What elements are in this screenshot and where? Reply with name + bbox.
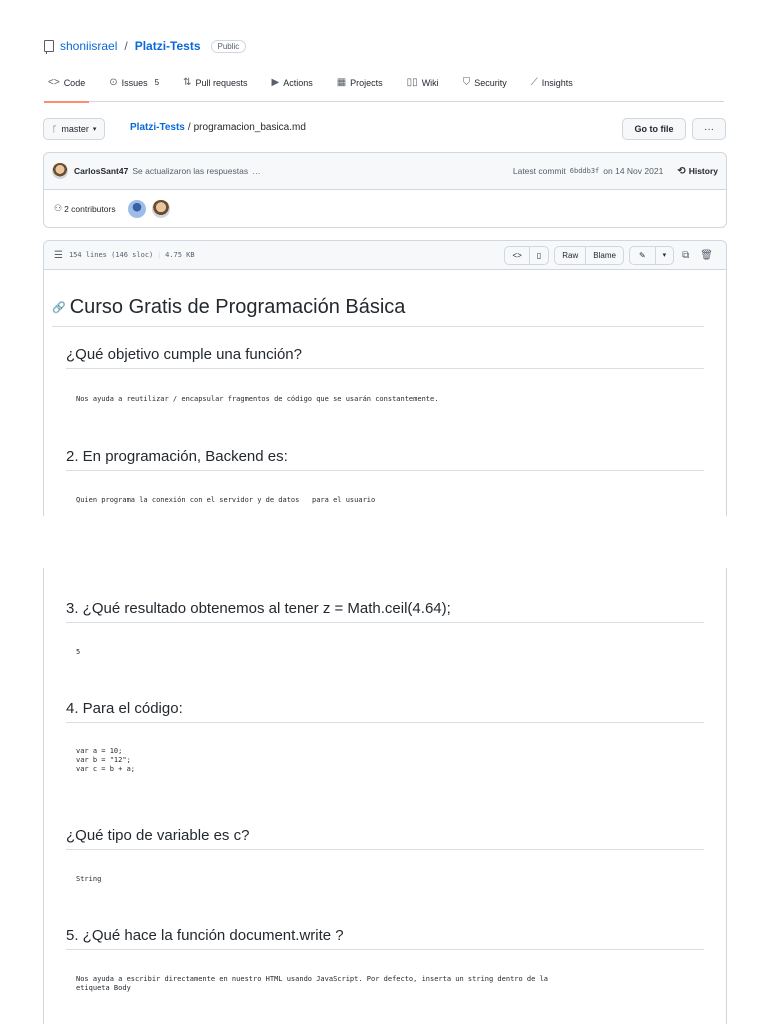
question-heading: 5. ¿Qué hace la función document.write ?	[66, 927, 704, 950]
go-to-file-button[interactable]: Go to file	[622, 118, 686, 140]
latest-commit-row	[44, 153, 726, 190]
view-toggle	[504, 246, 549, 265]
tab-label: Security	[474, 78, 507, 88]
blame-button[interactable]: Blame	[593, 250, 616, 260]
avatar[interactable]	[152, 200, 170, 218]
contributors-link[interactable]: 2 contributors	[64, 203, 116, 214]
repo-tabs	[44, 74, 724, 102]
tab-actions[interactable]	[267, 74, 316, 102]
question-heading: ¿Qué objetivo cumple una función?	[66, 346, 704, 369]
tab-label: Issues	[121, 78, 148, 88]
divider: |	[158, 251, 161, 259]
commit-author-link[interactable]: CarlosSant47	[74, 166, 129, 176]
table-icon: ▦	[336, 77, 347, 88]
avatar[interactable]	[128, 200, 146, 218]
question-heading: 3. ¿Qué resultado obtenemos al tener z = Math.ceil(4.64);	[66, 600, 704, 623]
edit-group	[629, 246, 674, 265]
answer-text: Nos ayuda a reutilizar / encapsular fragmentos de código que se usarán constantemente.	[76, 395, 439, 403]
branch-selector[interactable]	[43, 118, 105, 140]
file-lines: 154 lines (146 sloc)	[68, 251, 154, 259]
book-icon: ▯▯	[406, 77, 418, 88]
file-actions	[504, 246, 716, 265]
commit-box	[43, 152, 727, 228]
code-view-icon[interactable]: <>	[505, 247, 529, 264]
tab-label: Insights	[541, 78, 573, 88]
issues-counter: 5	[154, 78, 160, 87]
repo-separator: /	[124, 39, 128, 53]
repo-name-link[interactable]: Platzi-Tests	[134, 39, 201, 53]
commit-date: on 14 Nov 2021	[603, 166, 664, 176]
tab-projects[interactable]	[333, 74, 387, 102]
tab-label: Wiki	[421, 78, 439, 88]
breadcrumb	[130, 122, 306, 133]
answer-text: Quien programa la conexión con el servidor y de datos para el usuario	[76, 496, 376, 504]
tab-label: Code	[63, 78, 86, 88]
question-heading: ¿Qué tipo de variable es c?	[66, 827, 704, 850]
commit-meta	[513, 166, 718, 177]
tab-label: Pull requests	[195, 78, 248, 88]
breadcrumb-file: programacion_basica.md	[193, 122, 306, 133]
file-size: 4.75 KB	[165, 251, 195, 259]
link-icon[interactable]: 🔗	[52, 302, 66, 314]
pencil-icon[interactable]: ✎	[630, 247, 656, 264]
commit-message-link[interactable]: Se actualizaron las respuestas	[132, 166, 249, 176]
pull-request-icon: ⇅	[183, 77, 192, 88]
history-link[interactable]	[677, 166, 718, 177]
tab-label: Projects	[350, 78, 383, 88]
copy-icon[interactable]: ⧉	[682, 249, 690, 261]
avatar[interactable]	[52, 163, 68, 179]
file-header	[44, 241, 726, 270]
question-heading: 2. En programación, Backend es:	[66, 448, 704, 471]
breadcrumb-repo-link[interactable]: Platzi-Tests	[130, 122, 185, 133]
tab-insights[interactable]	[527, 74, 577, 102]
graph-icon: ⟋	[530, 77, 538, 88]
answer-text: String	[76, 875, 102, 883]
history-icon: ⟲	[677, 165, 686, 177]
contributors-row	[44, 190, 726, 227]
code-block: var a = 10; var b = "12"; var c = b + a;	[76, 747, 136, 773]
breadcrumb-separator: /	[187, 122, 191, 133]
raw-button[interactable]: Raw	[555, 247, 586, 264]
branch-label: master	[61, 124, 89, 134]
tab-code[interactable]	[44, 74, 89, 102]
answer-text: 5	[76, 648, 81, 656]
file-viewer	[43, 240, 727, 516]
repo-icon	[44, 40, 54, 52]
repo-header	[44, 39, 246, 53]
tab-issues[interactable]	[105, 74, 163, 102]
history-label: History	[688, 166, 718, 176]
caret-down-icon: ▾	[92, 126, 97, 133]
latest-commit-label: Latest commit	[512, 166, 566, 176]
file-viewer-continued	[43, 568, 727, 1024]
issue-icon: ⊙	[109, 77, 118, 88]
tab-security[interactable]	[459, 74, 511, 102]
tab-pull-requests[interactable]	[179, 74, 251, 102]
code-icon: <>	[48, 77, 60, 88]
title-text: Curso Gratis de Programación Básica	[69, 296, 406, 318]
play-icon: ▶	[271, 77, 280, 88]
tab-label: Actions	[283, 78, 313, 88]
raw-blame-group	[554, 246, 624, 265]
commit-sha-link[interactable]: 6bddb3f	[569, 167, 600, 175]
markdown-title	[52, 296, 704, 327]
answer-text: Nos ayuda a escribir directamente en nuestro HTML usando JavaScript. Por defecto, inserta un string dentro de la etiqueta Body	[76, 975, 549, 992]
branch-icon: ᚴ	[52, 124, 58, 134]
trash-icon[interactable]: 🗑	[700, 249, 713, 261]
more-options-button[interactable]: ···	[692, 118, 726, 140]
commit-expand-button[interactable]: …	[252, 166, 261, 176]
tab-wiki[interactable]	[403, 74, 443, 102]
file-view-icon[interactable]: ▯	[536, 250, 542, 260]
visibility-badge: Public	[211, 40, 247, 53]
chevron-down-icon[interactable]: ▾	[662, 252, 667, 259]
question-heading: 4. Para el código:	[66, 700, 704, 723]
repo-owner-link[interactable]: shoniisrael	[60, 39, 118, 53]
shield-icon: ⛉	[462, 77, 471, 88]
list-icon[interactable]: ☰	[54, 249, 63, 261]
people-icon: ⚇	[54, 203, 63, 213]
